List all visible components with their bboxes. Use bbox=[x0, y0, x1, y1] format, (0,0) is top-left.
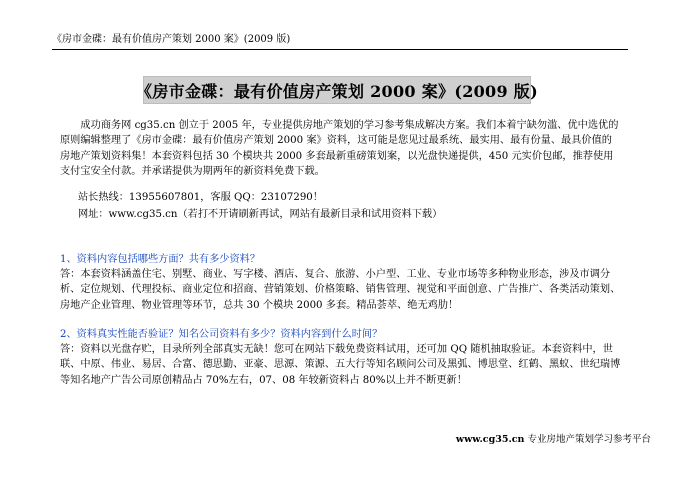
answer-1-paragraph: 答：本套资料涵盖住宅、别墅、商业、写字楼、酒店、复合、旅游、小户型、工业、专业市场等多种物业形态，涉及市调分析、定位规划、代理投标、商业定位和招商、营销策划、价格策略、销售管理、视觉和平面创意、广告推广、各类活动策划、房地产企业管理、物业管理等环节，总共 30 个模块 2000 多套。精品荟萃、绝无鸡肋！ bbox=[60, 269, 621, 311]
page-header: 《房市金碟：最有价值房产策划 2000 案》(2009 版) bbox=[52, 34, 291, 45]
hotline-text: 站长热线：13955607801，客服 QQ：23107290！ bbox=[78, 192, 323, 203]
intro-paragraph: 成功商务网 cg35.cn 创立于 2005 年，专业提供房地产策划的学习参考集成解决方案。我们本着宁缺勿滥、优中选优的原则编辑整理了《房市金碟：最有价值房产策划 2000 案》资料，这可能是您见过最系统、最实用、最有份量、最具价值的房地产策划资料集！本套资料包括 30 个模块共 2000 多套最新重磅策划案，以光盘快递提供，450 元实价包邮，推荐使用支付宝安全付款。并承诺提供为期两年的新资料免费下载。 bbox=[60, 120, 619, 178]
page-footer bbox=[456, 431, 651, 445]
footer-site: www.cg35.cn bbox=[455, 434, 525, 445]
question-2-heading: 2、资料真实性能否验证？知名公司资料有多少？资料内容到什么时间？ bbox=[60, 329, 383, 340]
footer-tagline: 专业房地产策划学习参考平台 bbox=[527, 434, 651, 445]
header-divider bbox=[52, 49, 628, 50]
document-title: 《房市金碟：最有价值房产策划 2000 案》(2009 版) bbox=[143, 76, 531, 104]
question-1-heading: 1、资料内容包括哪些方面？共有多少资料？ bbox=[60, 254, 261, 265]
website-text: 网址：www.cg35.cn（若打不开请刷新再试，网站有最新目录和试用资料下载） bbox=[78, 209, 443, 220]
answer-2-paragraph: 答：资料以光盘存贮，目录所列全部真实无缺！您可在网站下载免费资料试用，还可加 QQ 随机抽取验证。本套资料中，世联、中原、伟业、易居、合富、德思勤、亚豪、思源、策源、五大行等知名顾问公司及黑弧、博思堂、红鹤、黑蚁、世纪瑞博等知名地产广告公司原创精品占 70%左右，07、08 年较新资料占 80%以上并不断更新！ bbox=[60, 344, 621, 386]
